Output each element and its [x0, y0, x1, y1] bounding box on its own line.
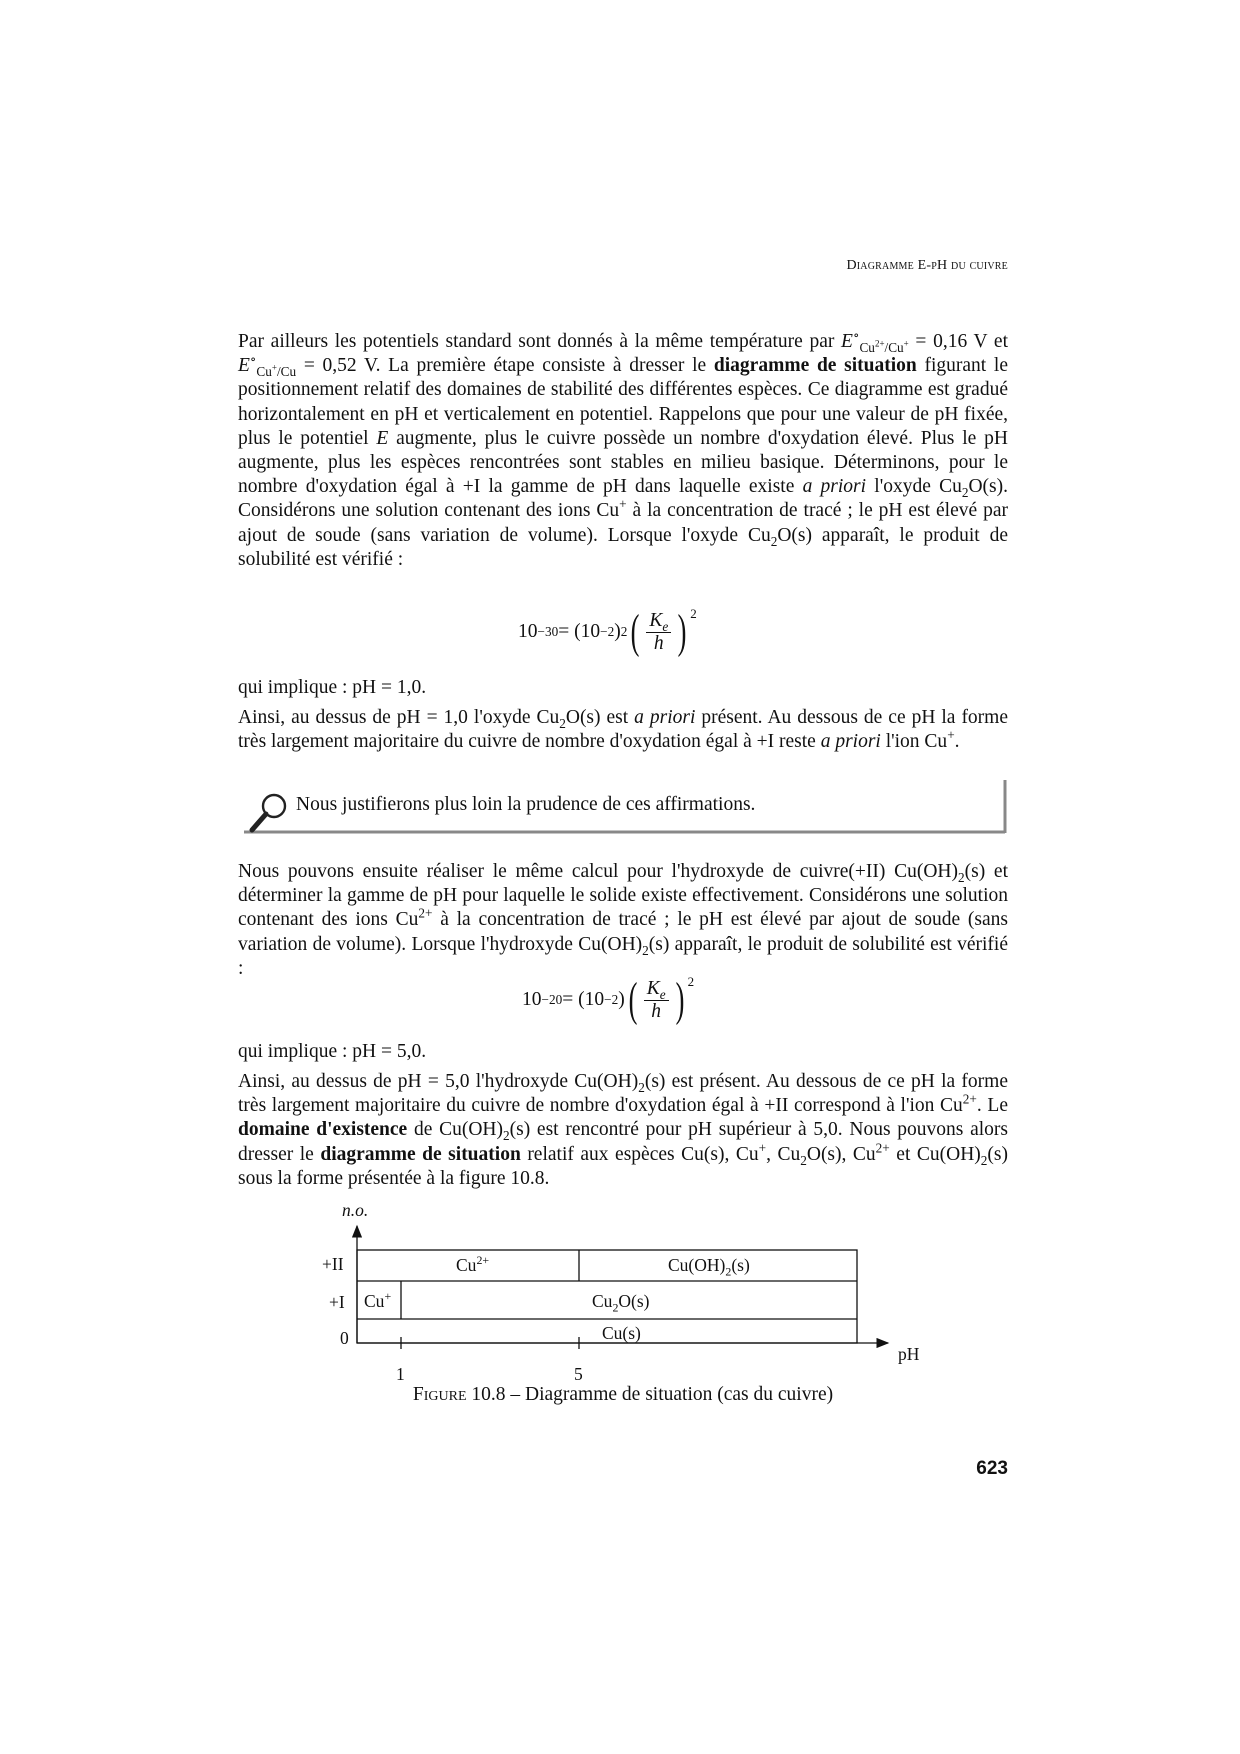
p1-text: figurant le positionnement relatif des domaines de stabilité des différentes espèces. Ce diagramme est gradué horizontalement en pH et verticalement en potentiel. Rappelons que pour une valeur de pH fixée, plus le potentiel	[238, 355, 1008, 449]
p1-sub: Cu	[256, 364, 272, 380]
x-tick-label-5: 5	[574, 1364, 583, 1384]
p6-text: de Cu(OH)	[407, 1119, 503, 1141]
eq2-fraction	[644, 978, 669, 1023]
p1-text: = 0,16 V et	[908, 331, 1008, 352]
eq1-paren-left: (	[630, 605, 640, 658]
level-label-I: +I	[329, 1292, 345, 1312]
p6-text: (s) est rencontré pour pH supérieur à 5,0. Nous pouvons alors dresser le	[238, 1119, 1008, 1165]
p1-sub: /Cu	[884, 339, 904, 355]
p3-text: présent. Au dessous de ce pH la forme très largement majoritaire du cuivre de nombre d'oxydation égal à +I reste	[238, 707, 1008, 753]
p1-text: Par ailleurs les potentiels standard sont donnés à la même température par	[238, 331, 842, 352]
figure-caption	[238, 1384, 1008, 1406]
p1-sup: +	[903, 338, 909, 349]
p6-text: Ainsi, au dessus de pH = 5,0 l'hydroxyde Cu(OH)	[238, 1071, 639, 1092]
p3-sub: 2	[559, 715, 566, 731]
eq1-num-sub: e	[662, 618, 669, 634]
p6-text: , Cu	[766, 1143, 801, 1165]
eq2-paren-right: )	[675, 973, 684, 1026]
p4-sub: 2	[642, 942, 649, 958]
p6-text: . Le	[976, 1095, 1008, 1117]
caption-label: Figure 10.8	[412, 1384, 506, 1405]
p6-sup: 2+	[875, 1140, 890, 1156]
p1-sub: Cu	[859, 339, 875, 355]
domain-cuoh2	[668, 1255, 750, 1279]
p6-text: (s) est présent. Au dessous de ce pH la forme très largement majoritaire du cuivre de nombre d'oxydation égal à +II correspond à l'ion Cu	[238, 1071, 1008, 1117]
paragraph-2	[238, 676, 1008, 700]
level-label-0: 0	[340, 1328, 349, 1348]
p4-text: (s) apparaît, le produit de solubilité est vérifié :	[238, 933, 1008, 979]
p6-sup: +	[758, 1140, 767, 1156]
p1-sub: 2	[961, 485, 969, 501]
p1-sup: +	[271, 362, 277, 373]
p1-text: à la concentration de tracé ; le pH est élevé par ajout de soude (sans variation de volume). Lorsque l'oxyde Cu	[238, 500, 1008, 546]
remark-box	[238, 780, 1008, 834]
p6-text: et Cu(OH)	[889, 1143, 981, 1165]
p1-text: = 0,52 V. La première étape consiste à dresser le	[296, 355, 714, 377]
p3-text: l'ion Cu	[880, 731, 948, 753]
p6-bold: domaine d'existence	[238, 1119, 408, 1141]
equation-2: 10 −20 = (10 −2 ) ( $\frac{K_e}{h}$ ) $^2$	[522, 973, 695, 1026]
eq1-text: )	[614, 621, 621, 642]
paragraph-6	[238, 1070, 1008, 1191]
domain-cu2o-tail: O(s)	[618, 1291, 650, 1311]
paragraph-4	[238, 860, 1008, 981]
domain-cuoh2-base: Cu(OH)	[668, 1255, 726, 1275]
p3-italic: a priori	[820, 731, 881, 753]
domain-cu2o-base: Cu	[592, 1291, 613, 1311]
p1-sup: 2+	[874, 338, 885, 349]
p1-text: augmente, plus le cuivre possède un nombre d'oxydation élevé. Plus le pH augmente, plus les espèces rencontrées sont stables en milieu basique. Déterminons, pour le nombre d'oxydation égal à +I la gamme de pH dans laquelle existe	[238, 427, 1008, 498]
domain-cu2plus-sup: 2+	[476, 1253, 490, 1268]
p6-text: (s) sous la forme présentée à la figure 10.8.	[238, 1143, 1008, 1189]
p1-text: l'oxyde Cu	[866, 476, 962, 498]
p6-sup: 2+	[962, 1091, 977, 1107]
p1-italic: E	[376, 427, 389, 449]
eq2-text: )	[618, 989, 625, 1010]
p1-text: O(s). Considérons une solution contenant des ions Cu	[238, 476, 1009, 522]
eq1-den: h	[653, 632, 664, 654]
p6-text: relatif aux espèces Cu(s), Cu	[520, 1143, 759, 1165]
eq2-num-sub: e	[659, 986, 666, 1002]
running-header-title: Diagramme E-pH du cuivre	[846, 258, 1008, 273]
p4-text: (s) et déterminer la gamme de pH pour laquelle le solide existe effectivement. Considérons une solution contenant des ions Cu	[238, 861, 1008, 931]
domain-cuoh2-tail: (s)	[731, 1255, 750, 1275]
eq1-paren-right: )	[677, 605, 687, 658]
domain-cuplus-sup: +	[384, 1289, 392, 1304]
p4-sub: 2	[958, 869, 965, 885]
p4-text: Nous pouvons ensuite réaliser le même calcul pour l'hydroxyde de cuivre(+II) Cu(OH)	[238, 861, 958, 882]
p6-text: O(s), Cu	[806, 1143, 876, 1165]
p3-italic: a priori	[634, 707, 696, 728]
eq2-text: 10	[522, 989, 542, 1010]
domain-cu2plus-base: Cu	[456, 1255, 477, 1275]
domain-cu2o	[592, 1291, 650, 1315]
p3-text: .	[954, 731, 960, 753]
p2-text: qui implique : pH = 1,0.	[238, 677, 427, 698]
x-axis-label: pH	[898, 1344, 920, 1364]
p3-text: Ainsi, au dessus de pH = 1,0 l'oxyde Cu	[238, 707, 560, 728]
p6-bold: diagramme de situation	[320, 1143, 521, 1165]
remark-text: Nous justifierons plus loin la prudence de ces affirmations.	[296, 794, 756, 815]
p3-text: O(s) est	[565, 707, 635, 728]
eq2-num: K	[646, 977, 660, 999]
p6-sub: 2	[800, 1152, 807, 1168]
domain-cu2plus	[456, 1255, 489, 1276]
domain-cu-base: Cu(s)	[602, 1323, 641, 1343]
page-number: 623	[976, 1458, 1008, 1479]
eq2-paren-left: (	[628, 973, 638, 1026]
caption-text: – Diagramme de situation (cas du cuivre)	[505, 1384, 834, 1405]
p1-sub: /Cu	[276, 364, 297, 380]
p3-sup: +	[947, 727, 955, 743]
domain-cuoh2-sub: 2	[725, 1264, 732, 1279]
eq1-fraction	[646, 610, 671, 655]
equation-1: 10 −30 = (10 −2 ) 2 ( $\frac{K_e}{h}$ ) $^2$	[518, 605, 697, 658]
domain-cuplus-base: Cu	[364, 1291, 385, 1311]
magnifier-icon	[238, 786, 294, 840]
eq2-den: h	[651, 1000, 662, 1022]
paragraph-5	[238, 1040, 1008, 1064]
domain-cu	[602, 1323, 641, 1344]
eq1-text: 10	[518, 621, 538, 642]
eq1-text: = (10	[558, 621, 601, 642]
p1-bold: diagramme de situation	[713, 355, 917, 377]
p5-text: qui implique : pH = 5,0.	[238, 1041, 427, 1062]
p6-sub: 2	[980, 1152, 988, 1168]
p1-text: O(s) apparaît, le produit de solubilité est vérifié :	[238, 524, 1009, 570]
level-label-II: +II	[322, 1254, 344, 1274]
paragraph-1: Par ailleurs les potentiels standard sont donnés à la même température par $E^\circ_{Cu^{2+}/Cu^+} = 0,16$ V et $E^\circ_{Cu^+/Cu} = 0,52$ V. La première étape consiste à dresser le diagramme de situation figurant le positionnement relatif des domaines de stabilité des différentes espèces. Ce diagramme est gradué horizontalement en pH et verticalement en potentiel. Rappelons que pour une valeur de pH fixée, plus le potentiel E augmente, plus le cuivre possède un nombre d'oxydation élevé. Plus le pH augmente, plus les espèces rencontrées sont stables en milieu basique. Déterminons, pour le nombre d'oxydation égal à +I la gamme de pH dans laquelle existe a priori l'oxyde $Cu_2O(s)$. Considérons une solution contenant des ions Cu+ à la concentration de tracé ; le pH est élevé par ajout de soude (sans variation de volume). Lorsque l'oxyde $Cu_2O(s)$ apparaît, le produit de solubilité est vérifié :	[238, 327, 1009, 570]
p1-italic: a priori	[802, 476, 867, 498]
domain-cuplus	[364, 1291, 391, 1312]
p4-text: à la concentration de tracé ; le pH est élevé par ajout de soude (sans variation de volume). Lorsque l'hydroxyde Cu(OH)	[238, 909, 1008, 955]
y-axis-label: n.o.	[342, 1200, 369, 1220]
p6-sub: 2	[503, 1128, 510, 1144]
p1-sup: +	[619, 496, 627, 512]
x-tick-label-1: 1	[396, 1364, 405, 1384]
p4-sup: 2+	[418, 905, 433, 921]
p6-sub: 2	[638, 1079, 645, 1095]
eq1-num: K	[649, 609, 663, 631]
running-header	[760, 258, 1008, 274]
domain-cu2o-sub: 2	[612, 1300, 619, 1315]
eq2-text: = (10	[562, 989, 605, 1010]
paragraph-3	[238, 706, 1008, 754]
p1-sub: 2	[770, 533, 778, 549]
